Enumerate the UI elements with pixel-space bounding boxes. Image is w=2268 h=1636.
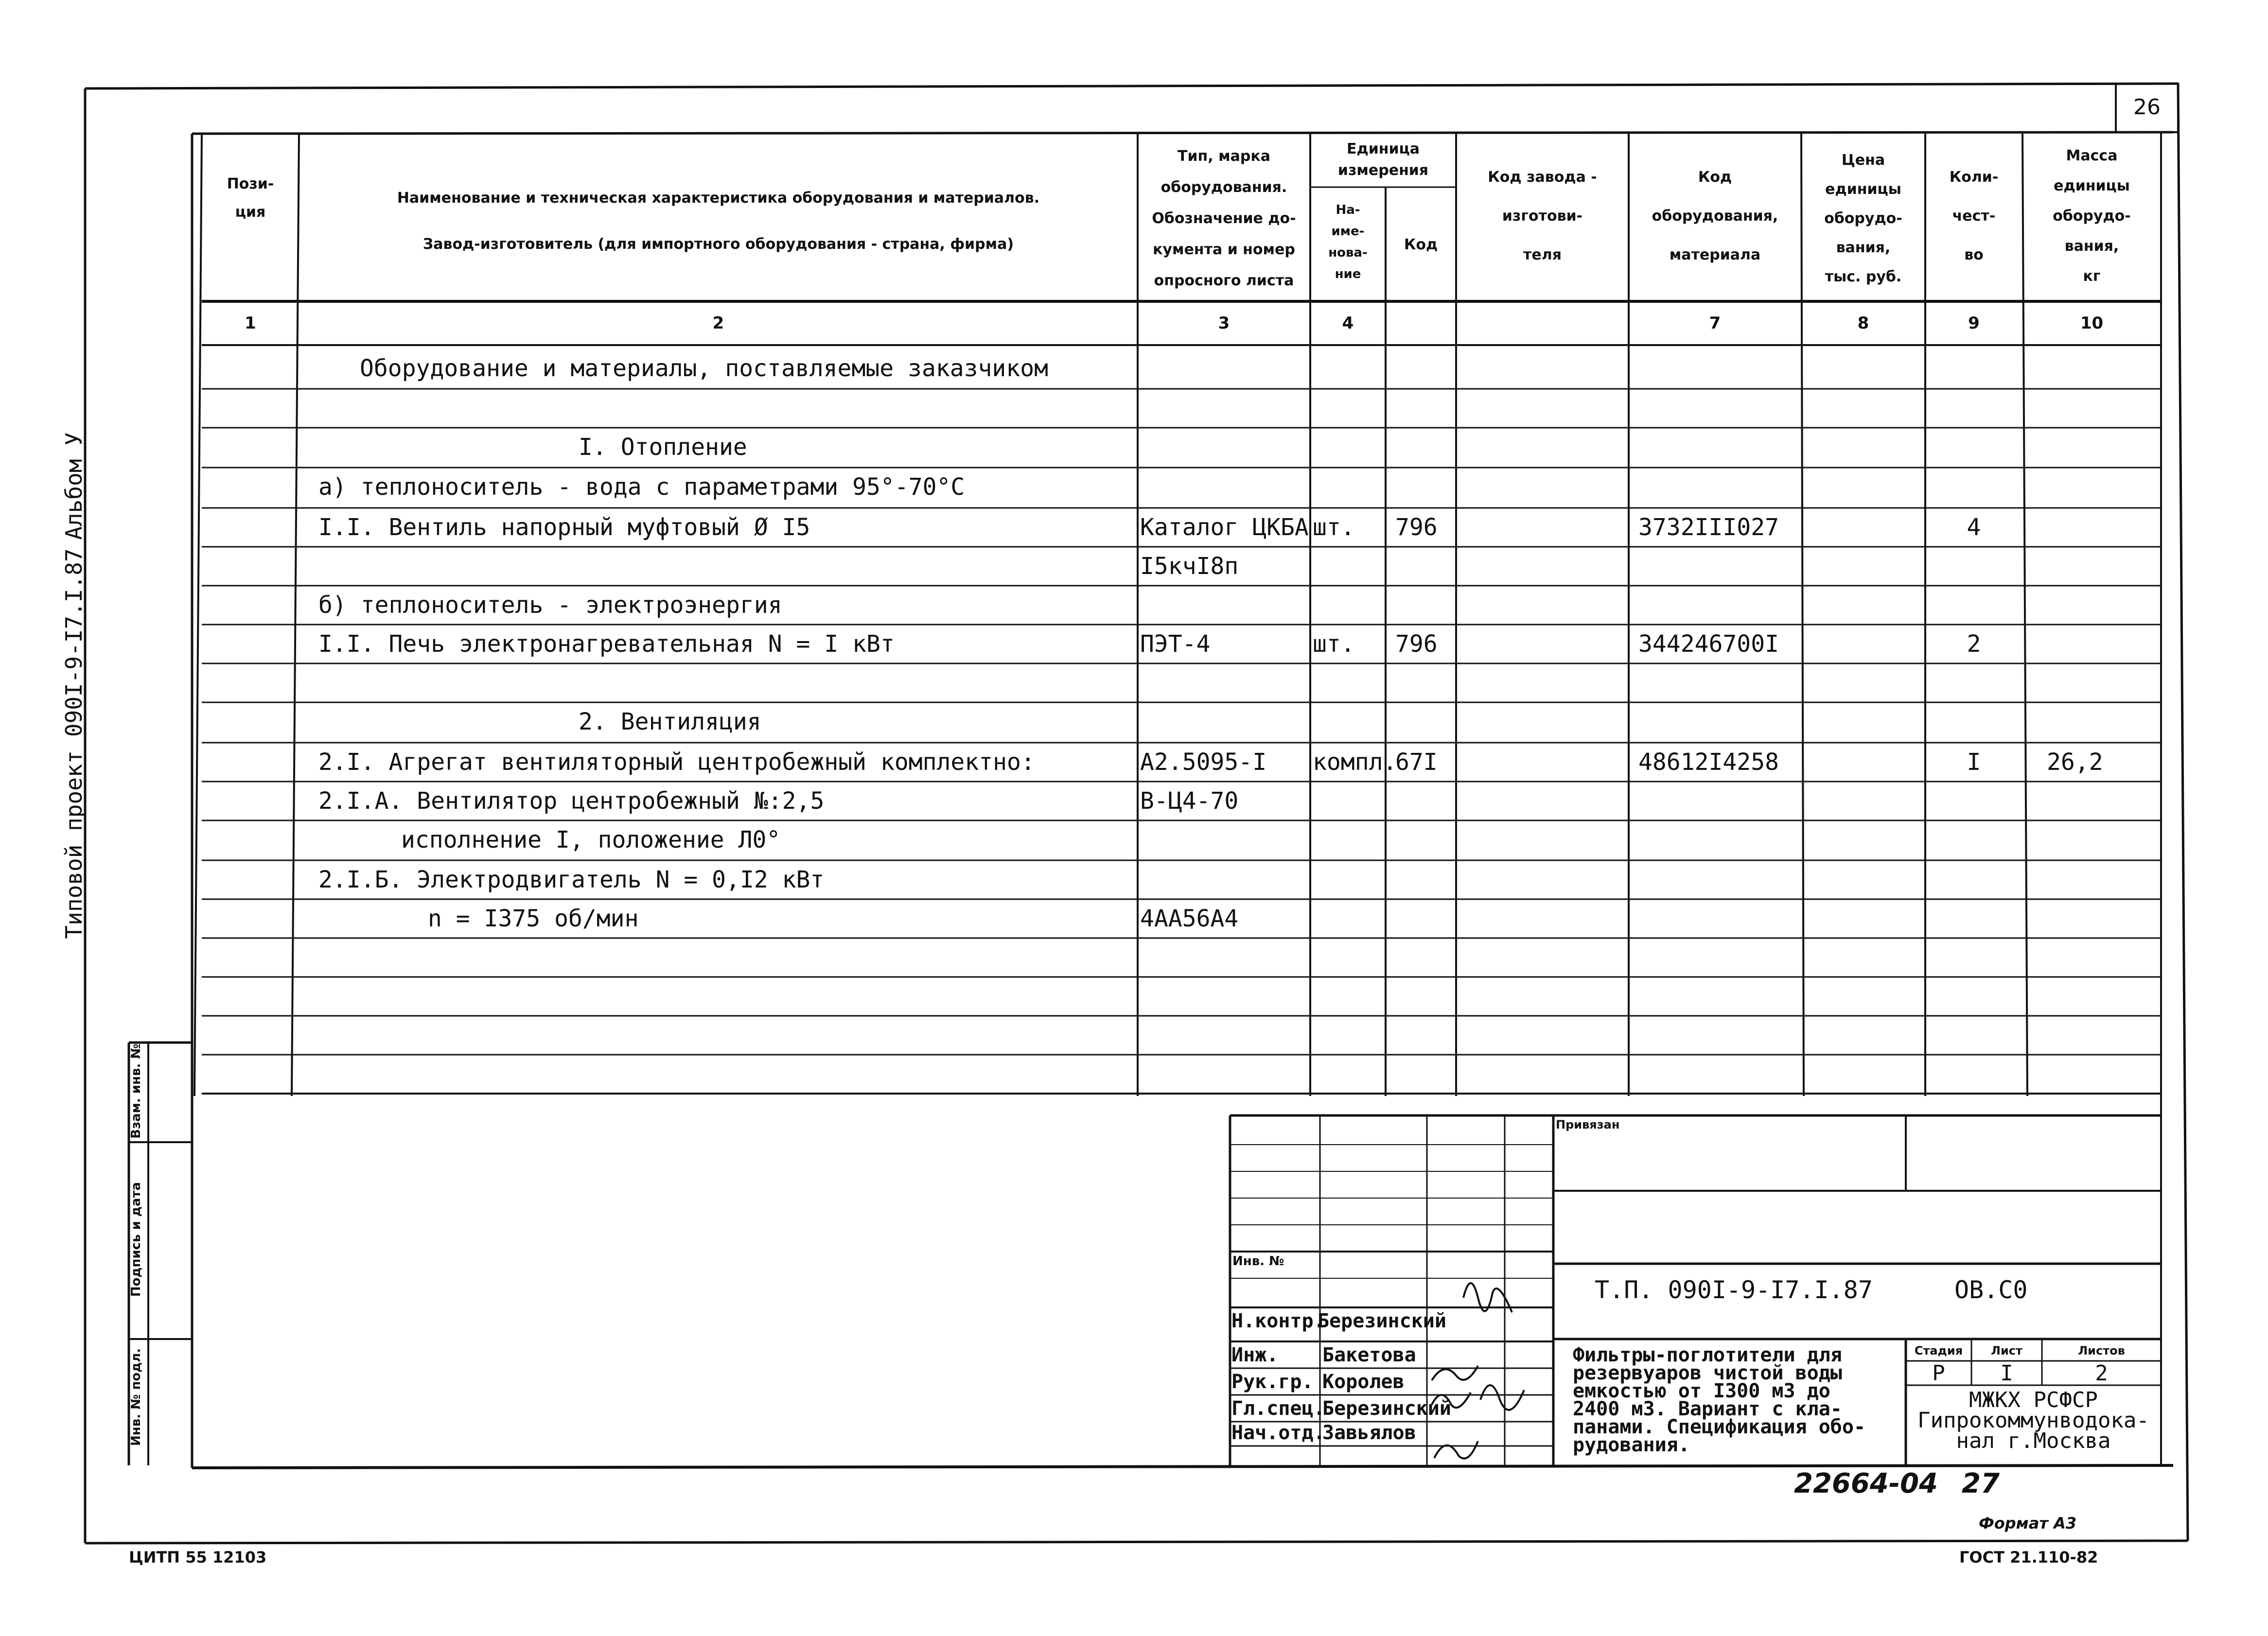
- colnum-4: 4: [1342, 313, 1354, 333]
- staff-name: Березинский: [1322, 1397, 1451, 1420]
- header-price: Цена единицы оборудо- вания, тыс. руб.: [1824, 152, 1902, 285]
- sheets-label: Листов: [2078, 1344, 2125, 1358]
- staff-name: Березинский: [1318, 1310, 1446, 1332]
- row-qty: 4: [1967, 514, 1981, 541]
- stamp-signature-label: Подпись и дата: [129, 1182, 143, 1297]
- row-unit: шт.: [1313, 630, 1355, 658]
- sheet-value: I: [2000, 1361, 2013, 1386]
- inv-no-label: Инв. №: [1232, 1254, 1284, 1269]
- description: Фильтры-поглотители для резервуаров чистой воды емкостью от I300 м3 до 2400 м3. Вариант с кла- панами. Спецификация обо- рудования.: [1573, 1344, 1866, 1456]
- row-mass: 26,2: [2047, 748, 2103, 776]
- colnum-10: 10: [2080, 313, 2104, 333]
- row-name: 2.I.А. Вентилятор центробежный №:2,5: [318, 787, 825, 815]
- row-type: А2.5095-I: [1140, 748, 1267, 776]
- header-position: Пози- ция: [227, 175, 274, 221]
- header-mass: Масса единицы оборудо- вания, кг: [2053, 147, 2131, 285]
- row-name: 2. Вентиляция: [579, 708, 761, 735]
- gost-label: ГОСТ 21.110-82: [1959, 1548, 2098, 1566]
- header-unit-code: Код: [1404, 236, 1438, 253]
- sheet-number: 26: [2133, 95, 2161, 120]
- organization: МЖКХ РСФСР Гипрокоммунводока- нал г.Москва: [1917, 1388, 2149, 1453]
- row-name: I. Отопление: [579, 434, 747, 461]
- colnum-1: 1: [245, 313, 256, 333]
- staff-role: Инж.: [1231, 1344, 1279, 1366]
- stage-value: Р: [1932, 1361, 1945, 1386]
- row-type: 4АА56А4: [1140, 905, 1239, 932]
- row-equip: 344246700I: [1638, 630, 1779, 658]
- header-name: Наименование и техническая характеристика оборудования и материалов. Завод-изготовитель (для импортного оборудования - страна, фирма): [397, 190, 1040, 253]
- header-quantity: Коли- чест- во: [1949, 169, 1999, 263]
- row-equip: 48612I4258: [1638, 748, 1779, 776]
- page-range: 27: [1962, 1468, 2000, 1499]
- colnum-9: 9: [1968, 313, 1980, 333]
- row-unit: компл.: [1313, 748, 1397, 776]
- sheet-code: ОВ.С0: [1954, 1276, 2028, 1304]
- row-name: I.I. Печь электронагревательная N = I кВт: [318, 630, 895, 658]
- project-label: Типовой проект 090I-9-I7.I.87: [61, 548, 87, 939]
- stamp-replace-label: Взам. инв. №: [129, 1044, 143, 1139]
- doc-code: Т.П. 090I-9-I7.I.87: [1595, 1276, 1873, 1304]
- row-qty: 2: [1967, 630, 1981, 658]
- row-code: 796: [1395, 514, 1438, 541]
- row-type: ПЭТ-4: [1140, 630, 1211, 658]
- row-qty: I: [1967, 748, 1981, 776]
- row-type: I5кчI8п: [1140, 553, 1239, 580]
- row-code: 796: [1395, 630, 1438, 658]
- header-factory-code: Код завода - изготови- теля: [1488, 169, 1597, 263]
- staff-role: Нач.отд.: [1231, 1422, 1325, 1444]
- row-type: Каталог ЦКБА: [1140, 514, 1309, 541]
- header-type: Тип, марка оборудования. Обозначение до- кумента и номер опросного листа: [1152, 148, 1296, 289]
- row-name: 2.I. Агрегат вентиляторный центробежный комплектно:: [318, 748, 1035, 776]
- format-label: Формат А3: [1979, 1514, 2077, 1532]
- colnum-7: 7: [1709, 313, 1721, 333]
- colnum-2: 2: [712, 313, 724, 333]
- sheet-label: Лист: [1991, 1344, 2022, 1358]
- row-name: I.I. Вентиль напорный муфтовый Ø I5: [318, 514, 810, 541]
- row-unit: шт.: [1313, 514, 1355, 541]
- sheets-value: 2: [2095, 1361, 2108, 1386]
- row-name: исполнение I, положение Л0°: [401, 826, 781, 853]
- staff-role: Гл.спец.: [1231, 1397, 1325, 1420]
- row-name: n = I375 об/мин: [428, 905, 639, 932]
- colnum-8: 8: [1857, 313, 1869, 333]
- staff-role: Н.контр.: [1231, 1310, 1325, 1332]
- row-equip: 3732III027: [1638, 514, 1779, 541]
- row-name: б) теплоноситель - электроэнергия: [318, 592, 782, 619]
- staff-name: Королев: [1322, 1371, 1405, 1393]
- archive-number: 22664-04: [1794, 1468, 1938, 1499]
- header-equipment-code: Код оборудования, материала: [1652, 169, 1778, 263]
- row-code: 67I: [1395, 748, 1438, 776]
- row-name: Оборудование и материалы, поставляемые заказчиком: [360, 355, 1049, 382]
- bottom-left-code: ЦИТП 55 12103: [129, 1548, 267, 1566]
- staff-name: Бакетова: [1322, 1344, 1416, 1366]
- album-label: Альбом У: [61, 432, 87, 540]
- row-type: В-Ц4-70: [1140, 787, 1239, 815]
- colnum-3: 3: [1218, 313, 1230, 333]
- privyazan-label: Привязан: [1556, 1118, 1620, 1131]
- row-name: а) теплоноситель - вода с параметрами 95°-70°С: [318, 473, 965, 501]
- header-unit-name: На- име- нова- ние: [1328, 203, 1368, 281]
- stamp-inv-label: Инв. № подл.: [129, 1348, 143, 1446]
- staff-name: Завьялов: [1322, 1422, 1416, 1444]
- row-name: 2.I.Б. Электродвигатель N = 0,I2 кВт: [318, 866, 825, 893]
- header-unit-group: Единица измерения: [1337, 140, 1429, 179]
- staff-role: Рук.гр.: [1231, 1371, 1314, 1393]
- stage-label: Стадия: [1914, 1344, 1963, 1358]
